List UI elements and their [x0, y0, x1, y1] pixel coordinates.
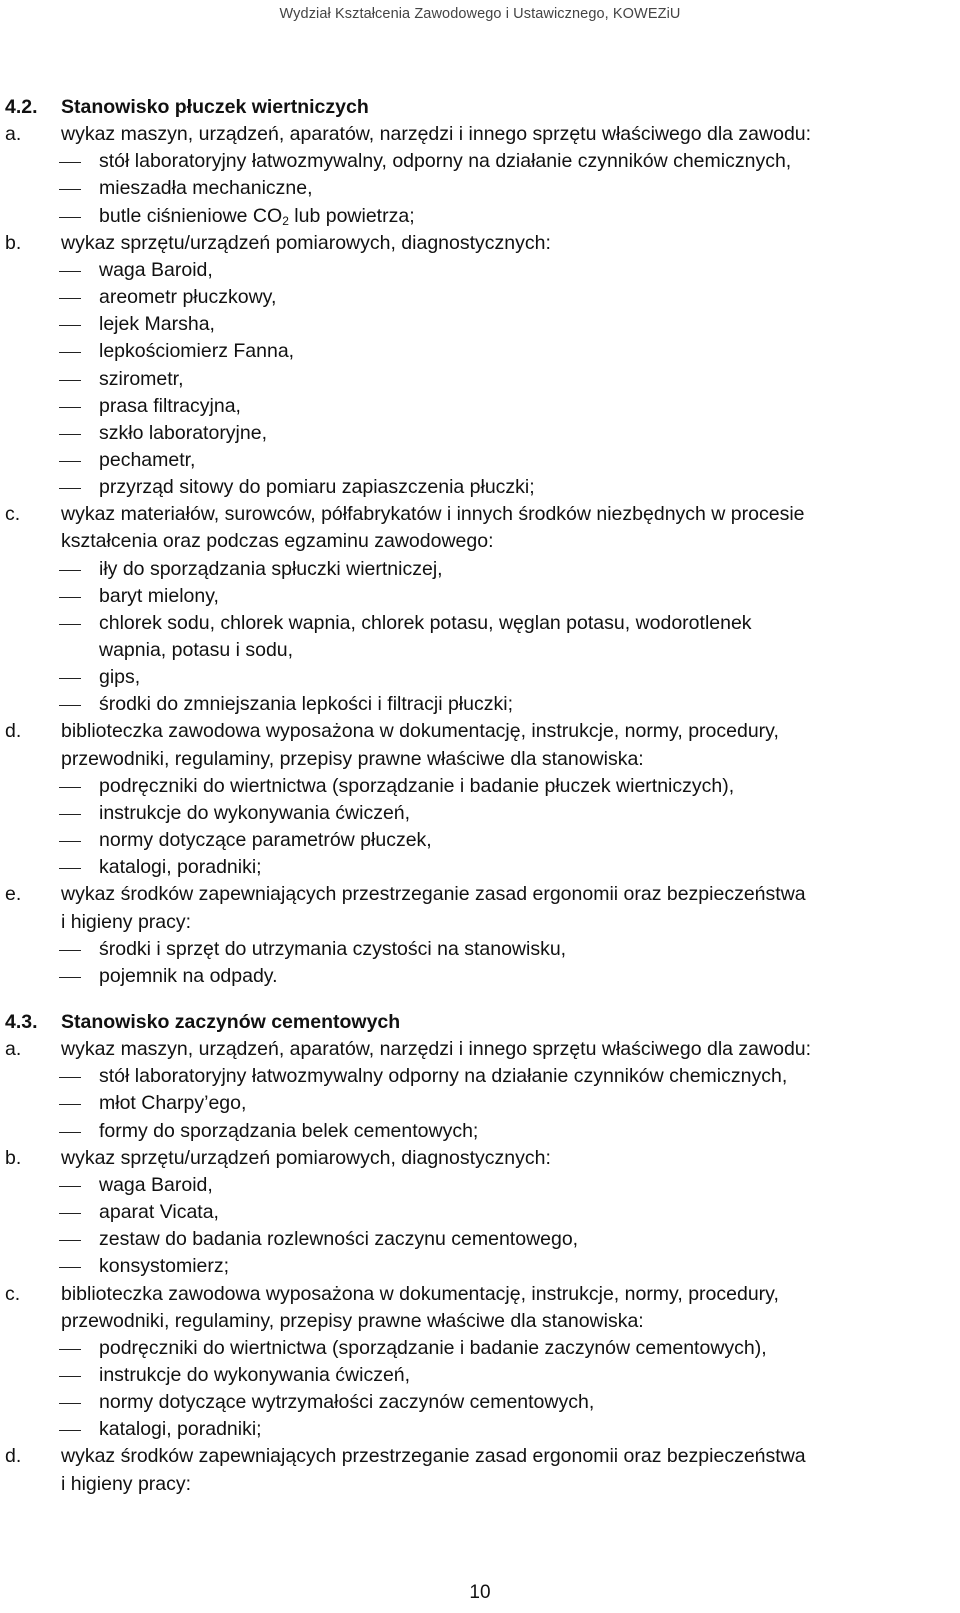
item-letter: b. [5, 231, 22, 254]
dash-bullet-icon [59, 1430, 81, 1431]
bullet-text: instrukcje do wykonywania ćwiczeń, [99, 801, 411, 824]
item-text: kształcenia oraz podczas egzaminu zawodowego: [61, 530, 494, 553]
dash-bullet-icon [59, 1132, 81, 1133]
bullet-text: katalogi, poradniki; [99, 856, 262, 879]
bullet-text: katalogi, poradniki; [99, 1418, 262, 1441]
bullet-text: butle ciśnieniowe $CO_2$ lub powietrza; [99, 204, 415, 228]
bullet-text: iły do sporządzania spłuczki wiertniczej, [99, 557, 443, 580]
bullet-text: prasa filtracyjna, [99, 394, 241, 417]
bullet-text: waga Baroid, [99, 258, 213, 281]
item-text: biblioteczka zawodowa wyposażona w dokumentację, instrukcje, normy, procedury, [61, 720, 779, 743]
bullet-text: instrukcje do wykonywania ćwiczeń, [99, 1363, 411, 1386]
item-text: i higieny pracy: [61, 910, 192, 933]
dash-bullet-icon [59, 1077, 81, 1078]
page-header: Wydział Kształcenia Zawodowego i Ustawicznego, KOWEZiU [279, 6, 681, 22]
dash-bullet-icon [59, 380, 81, 381]
dash-bullet-icon [59, 678, 81, 679]
bullet-text: podręczniki do wiertnictwa (sporządzanie i badanie płuczek wiertniczych), [99, 774, 735, 797]
dash-bullet-icon [59, 950, 81, 951]
dash-bullet-icon [59, 1267, 81, 1268]
section-number: 4.2. [5, 96, 38, 118]
dash-bullet-icon [59, 977, 81, 978]
bullet-text: chlorek sodu, chlorek wapnia, chlorek potasu, węglan potasu, wodorotlenek [99, 611, 752, 634]
item-text: wykaz sprzętu/urządzeń pomiarowych, diagnostycznych: [61, 1146, 551, 1169]
dash-bullet-icon [59, 434, 81, 435]
dash-bullet-icon [59, 325, 81, 326]
page-number: 10 [469, 1582, 491, 1603]
item-letter: a. [5, 123, 22, 146]
item-letter: c. [5, 1282, 21, 1305]
dash-bullet-icon [59, 271, 81, 272]
bullet-text: wapnia, potasu i sodu, [99, 639, 294, 661]
dash-bullet-icon [59, 1213, 81, 1214]
item-letter: b. [5, 1146, 22, 1169]
dash-bullet-icon [59, 352, 81, 353]
dash-bullet-icon [59, 189, 81, 190]
dash-bullet-icon [59, 407, 81, 408]
item-letter: c. [5, 503, 21, 526]
dash-bullet-icon [59, 570, 81, 571]
bullet-text: waga Baroid, [99, 1173, 213, 1196]
bullet-text: formy do sporządzania belek cementowych; [99, 1119, 479, 1142]
dash-bullet-icon [59, 1376, 81, 1377]
section-title: Stanowisko zaczynów cementowych [61, 1011, 401, 1033]
dash-bullet-icon [59, 488, 81, 489]
item-text: biblioteczka zawodowa wyposażona w dokumentację, instrukcje, normy, procedury, [61, 1282, 779, 1305]
item-text: i higieny pracy: [61, 1472, 192, 1495]
bullet-text: lejek Marsha, [99, 313, 215, 336]
dash-bullet-icon [59, 1403, 81, 1404]
dash-bullet-icon [59, 298, 81, 299]
bullet-text: normy dotyczące parametrów płuczek, [99, 829, 432, 852]
dash-bullet-icon [59, 705, 81, 706]
bullet-text: mieszadła mechaniczne, [99, 177, 313, 200]
bullet-text: konsystomierz; [99, 1255, 230, 1278]
bullet-text: środki i sprzęt do utrzymania czystości na stanowisku, [99, 937, 567, 960]
dash-bullet-icon [59, 868, 81, 869]
bullet-text: pojemnik na odpady. [99, 964, 278, 987]
bullet-text: gips, [99, 666, 141, 689]
section-number: 4.3. [5, 1011, 38, 1033]
bullet-text: stół laboratoryjny łatwozmywalny odporny na działanie czynników chemicznych, [99, 1065, 788, 1088]
item-text: wykaz środków zapewniających przestrzeganie zasad ergonomii oraz bezpieczeństwa [61, 883, 806, 906]
item-text: przewodniki, regulaminy, przepisy prawne właściwe dla stanowiska: [61, 1309, 644, 1332]
dash-bullet-icon [59, 217, 81, 218]
item-text: wykaz maszyn, urządzeń, aparatów, narzędzi i innego sprzętu właściwego dla zawodu: [61, 123, 812, 146]
dash-bullet-icon [59, 814, 81, 815]
bullet-text: lepkościomierz Fanna, [99, 340, 295, 363]
bullet-text: szirometr, [99, 367, 184, 390]
bullet-text: przyrząd sitowy do pomiaru zapiaszczenia płuczki; [99, 476, 535, 499]
dash-bullet-icon [59, 787, 81, 788]
bullet-text: areometr płuczkowy, [99, 286, 277, 309]
bullet-text: środki do zmniejszania lepkości i filtracji płuczki; [99, 693, 513, 716]
bullet-text: pechametr, [99, 448, 196, 471]
bullet-text: aparat Vicata, [99, 1201, 219, 1224]
bullet-text: baryt mielony, [99, 584, 219, 607]
item-letter: d. [5, 720, 22, 743]
section-title: Stanowisko płuczek wiertniczych [61, 96, 369, 118]
dash-bullet-icon [59, 162, 81, 163]
bullet-text: stół laboratoryjny łatwozmywalny, odporny na działanie czynników chemicznych, [99, 150, 792, 173]
dash-bullet-icon [59, 841, 81, 842]
bullet-text: normy dotyczące wytrzymałości zaczynów cementowych, [99, 1391, 595, 1414]
dash-bullet-icon [59, 1104, 81, 1105]
dash-bullet-icon [59, 461, 81, 462]
dash-bullet-icon [59, 597, 81, 598]
bullet-text: młot Charpy’ego, [99, 1092, 247, 1115]
item-text: wykaz sprzętu/urządzeń pomiarowych, diagnostycznych: [61, 231, 551, 254]
dash-bullet-icon [59, 1186, 81, 1187]
bullet-text: podręczniki do wiertnictwa (sporządzanie i badanie zaczynów cementowych), [99, 1336, 767, 1359]
item-letter: d. [5, 1445, 22, 1468]
bullet-text: zestaw do badania rozlewności zaczynu cementowego, [99, 1228, 579, 1251]
item-text: przewodniki, regulaminy, przepisy prawne właściwe dla stanowiska: [61, 747, 644, 770]
item-text: wykaz maszyn, urządzeń, aparatów, narzędzi i innego sprzętu właściwego dla zawodu: [61, 1038, 812, 1061]
dash-bullet-icon [59, 1349, 81, 1350]
item-letter: e. [5, 883, 22, 906]
bullet-text: szkło laboratoryjne, [99, 421, 267, 444]
item-text: wykaz środków zapewniających przestrzeganie zasad ergonomii oraz bezpieczeństwa [61, 1445, 806, 1468]
item-letter: a. [5, 1038, 22, 1061]
dash-bullet-icon [59, 1240, 81, 1241]
item-text: wykaz materiałów, surowców, półfabrykatów i innych środków niezbędnych w procesie [61, 503, 805, 526]
dash-bullet-icon [59, 624, 81, 625]
